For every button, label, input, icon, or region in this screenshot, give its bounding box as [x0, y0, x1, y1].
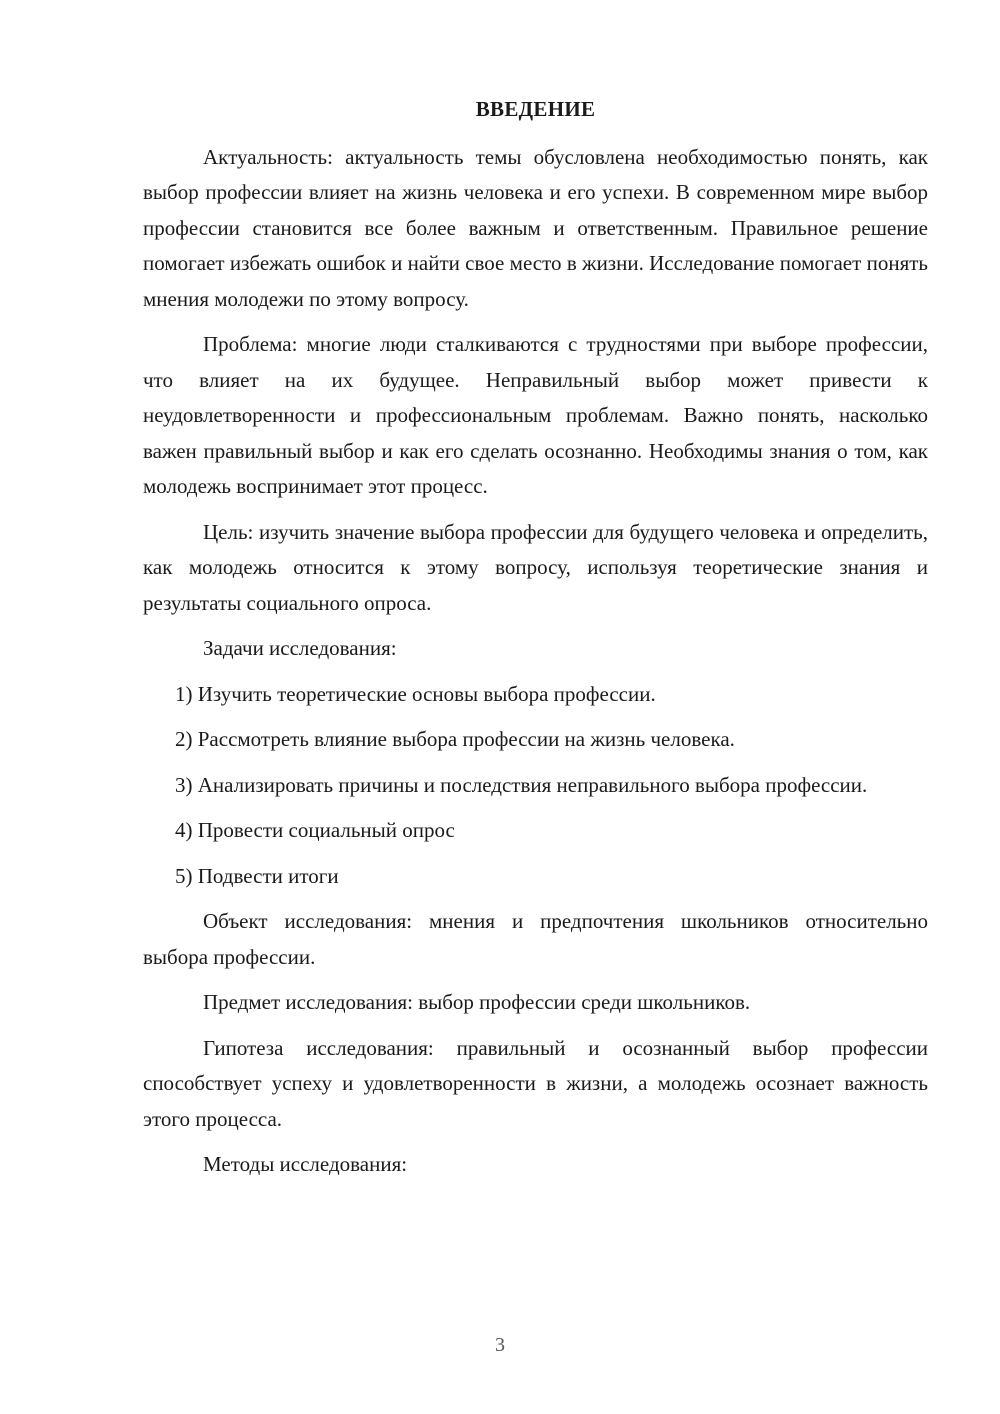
- task-item-1: 1) Изучить теоретические основы выбора профессии.: [175, 681, 656, 706]
- paragraph-problem: Проблема: многие люди сталкиваются с трудностями при выборе профессии, что влияет на их будущее. Неправильный выбор может привести к неудовлетворенности и профессиональным проблемам. Важно понять, насколько важен правильный выбор и как его сделать осознанно. Необходимы знания о том, как молодежь воспринимает этот процесс.: [143, 332, 928, 498]
- task-item-4: 4) Провести социальный опрос: [175, 818, 455, 842]
- paragraph-hypothesis: Гипотеза исследования: правильный и осознанный выбор профессии способствует успеху и удовлетворенности в жизни, а молодежь осознает важность этого процесса.: [143, 1035, 928, 1131]
- task-item-2: 2) Рассмотреть влияние выбора профессии на жизнь человека.: [175, 727, 735, 751]
- task-item-5: 5) Подвести итоги: [175, 863, 339, 888]
- page-number: 3: [495, 1334, 505, 1356]
- section-title: ВВЕДЕНИЕ: [475, 97, 596, 121]
- paragraph-relevance: Актуальность: актуальность темы обусловлена необходимостью понять, как выбор профессии влияет на жизнь человека и его успехи. В современном мире выбор профессии становится все более важным и ответственным. Правильное решение помогает избежать ошибок и найти свое место в жизни. Исследование помогает понять мнения молодежи по этому вопросу.: [143, 144, 928, 311]
- paragraph-subject: Предмет исследования: выбор профессии среди школьников.: [203, 990, 751, 1014]
- document-body: [143, 92, 928, 1193]
- paragraph-methods: Методы исследования:: [203, 1152, 408, 1176]
- task-item-3: 3) Анализировать причины и последствия неправильного выбора профессии.: [175, 772, 868, 797]
- paragraph-tasks-heading: Задачи исследования:: [203, 636, 397, 660]
- paragraph-object: Объект исследования: мнения и предпочтения школьников относительно выбора профессии.: [143, 909, 928, 969]
- paragraph-goal: Цель: изучить значение выбора профессии для будущего человека и определить, как молодежь относится к этому вопросу, используя теоретические знания и результаты социального опроса.: [143, 519, 928, 615]
